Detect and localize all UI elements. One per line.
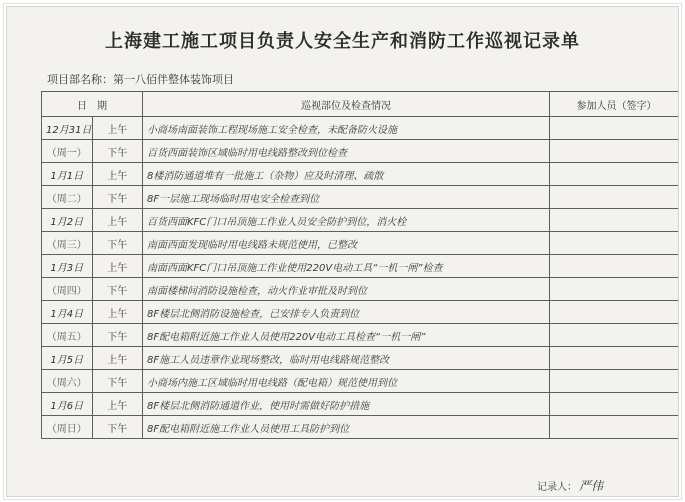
row-date: （周二） <box>42 186 93 209</box>
row-date: 1月6日 <box>42 393 93 416</box>
row-inspection-content: 南面西面KFC门口吊顶施工作业使用220V电动工具“一机一闸”检查 <box>143 255 550 278</box>
row-half-day: 上午 <box>92 209 143 232</box>
table-body <box>42 117 680 439</box>
table-row <box>42 393 680 416</box>
row-half-day: 上午 <box>92 301 143 324</box>
table-row <box>42 255 680 278</box>
table-row <box>42 370 680 393</box>
row-inspection-content: 8F楼层北侧消防通道作业，使用时需做好防护措施 <box>143 393 550 416</box>
row-inspection-content: 8F施工人员违章作业现场整改，临时用电线路规范整改 <box>143 347 550 370</box>
header-content: 巡视部位及检查情况 <box>143 92 550 117</box>
row-half-day: 下午 <box>92 140 143 163</box>
row-inspection-content: 百货西面KFC门口吊顶施工作业人员安全防护到位，消火栓 <box>143 209 550 232</box>
row-participants <box>550 278 680 301</box>
row-date: 1月3日 <box>42 255 93 278</box>
row-half-day: 下午 <box>92 186 143 209</box>
row-inspection-content: 小商场南面装饰工程现场施工安全检查，未配备防火设施 <box>143 117 550 140</box>
row-date: 1月1日 <box>42 163 93 186</box>
row-participants <box>550 186 680 209</box>
row-inspection-content: 8F一层施工现场临时用电安全检查到位 <box>143 186 550 209</box>
row-half-day: 上午 <box>92 117 143 140</box>
table-row <box>42 163 680 186</box>
row-half-day: 下午 <box>92 278 143 301</box>
recorder <box>537 477 603 494</box>
table-header-row <box>42 92 680 117</box>
table-row <box>42 186 680 209</box>
table-row <box>42 416 680 439</box>
header-date: 日 期 <box>42 92 143 117</box>
row-participants <box>550 393 680 416</box>
table-row <box>42 117 680 140</box>
row-half-day: 下午 <box>92 324 143 347</box>
row-half-day: 下午 <box>92 370 143 393</box>
row-participants <box>550 255 680 278</box>
row-participants <box>550 163 680 186</box>
table-row <box>42 232 680 255</box>
row-inspection-content: 百货西面装饰区域临时用电线路整改到位检查 <box>143 140 550 163</box>
row-half-day: 上午 <box>92 163 143 186</box>
table-row <box>42 347 680 370</box>
row-participants <box>550 209 680 232</box>
row-inspection-content: 8F楼层北侧消防设施检查，已安排专人负责到位 <box>143 301 550 324</box>
row-participants <box>550 370 680 393</box>
row-date: （周六） <box>42 370 93 393</box>
table-row <box>42 140 680 163</box>
row-inspection-content: 8楼消防通道堆有一批施工（杂物）应及时清理、疏散 <box>143 163 550 186</box>
row-date: （周四） <box>42 278 93 301</box>
row-date: 1月5日 <box>42 347 93 370</box>
record-sheet <box>6 6 679 497</box>
row-half-day: 上午 <box>92 255 143 278</box>
row-date: （周三） <box>42 232 93 255</box>
table-row <box>42 278 680 301</box>
row-inspection-content: 小商场内施工区域临时用电线路（配电箱）规范使用到位 <box>143 370 550 393</box>
row-half-day: 下午 <box>92 416 143 439</box>
table-row <box>42 324 680 347</box>
row-participants <box>550 117 680 140</box>
recorder-signature: 严伟 <box>579 479 604 493</box>
row-participants <box>550 140 680 163</box>
row-participants <box>550 232 680 255</box>
row-inspection-content: 8F配电箱附近施工作业人员使用工具防护到位 <box>143 416 550 439</box>
row-half-day: 上午 <box>92 347 143 370</box>
recorder-label: 记录人： <box>537 482 577 493</box>
header-participants: 参加人员（签字） <box>550 92 680 117</box>
row-inspection-content: 南面西面发现临时用电线路未规范使用，已整改 <box>143 232 550 255</box>
row-half-day: 下午 <box>92 232 143 255</box>
inspection-table <box>41 91 679 439</box>
row-participants <box>550 324 680 347</box>
row-date: （周一） <box>42 140 93 163</box>
row-date: 1月4日 <box>42 301 93 324</box>
row-inspection-content: 8F配电箱附近施工作业人员使用220V电动工具检查“一机一闸” <box>143 324 550 347</box>
row-date: （周日） <box>42 416 93 439</box>
row-half-day: 上午 <box>92 393 143 416</box>
row-participants <box>550 301 680 324</box>
project-name: 项目部名称：第一八佰伴整体装饰项目 <box>47 73 234 86</box>
document-title: 上海建工施工项目负责人安全生产和消防工作巡视记录单 <box>105 31 580 52</box>
row-date: 12月31日 <box>42 117 93 140</box>
table-row <box>42 209 680 232</box>
row-inspection-content: 南面楼梯间消防设施检查，动火作业审批及时到位 <box>143 278 550 301</box>
row-participants <box>550 416 680 439</box>
row-date: （周五） <box>42 324 93 347</box>
table-row <box>42 301 680 324</box>
row-date: 1月2日 <box>42 209 93 232</box>
row-participants <box>550 347 680 370</box>
